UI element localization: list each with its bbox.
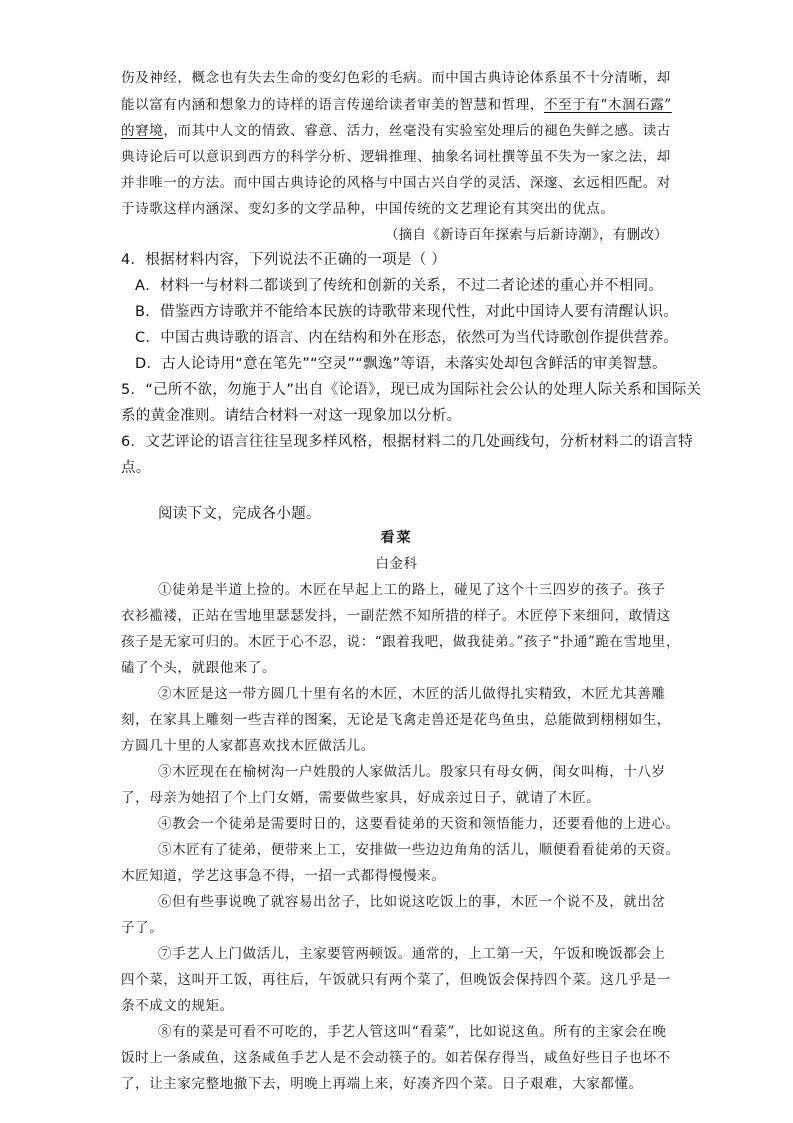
passage-line [121, 119, 671, 139]
story-line: 了，母亲为她招了个上门女婿，需要做些家具，好成亲过日子，就请了木匠。 [121, 790, 601, 806]
story-line: ③木匠现在在榆树沟一户姓殷的人家做活儿。殷家只有母女俩，闺女叫梅，十八岁 [158, 764, 666, 780]
passage-text: 能以富有内涵和想象力的诗样的语言传递给读者审美的智慧和哲理， [121, 97, 544, 113]
passage-line: 典诗论后可以意识到西方的科学分析、逻辑推理、抽象名词杜撰等虽不失为一家之法，却 [121, 149, 671, 165]
passage-line [121, 93, 672, 113]
story-line: 磕了个头，就跟他来了。 [121, 660, 277, 676]
story-line: ⑥但有些事说晚了就容易出岔子，比如说这吃饭上的事，木匠一个说不及，就出岔 [158, 894, 666, 910]
story-line: ⑧有的菜是可看不可吃的，手艺人管这叫“看菜”，比如说这鱼。所有的主家会在晚 [158, 1024, 667, 1040]
story-line: 了，让主家完整地撤下去，明晚上再端上来，好凑齐四个菜。日子艰难，大家都懂。 [121, 1076, 643, 1092]
story-line: 饭时上一条咸鱼，这条咸鱼手艺人是不会动筷子的。如若保存得当，咸鱼好些日子也坏不 [121, 1050, 671, 1066]
question-5-line: 5．“己所不欲，勿施于人”出自《论语》，现已成为国际社会公认的处理人际关系和国际关 [121, 382, 702, 398]
source-citation: （摘自《新诗百年探索与后新诗潮》，有删改） [384, 227, 668, 243]
question-5-line: 系的黄金准则。请结合材料一对这一现象加以分析。 [121, 408, 462, 424]
question-6-line: 6．文艺评论的语言往往呈现多样风格，根据材料二的几处画线句，分析材料二的语言特 [121, 434, 693, 450]
story-line: ⑦手艺人上门做活儿，主家要管两顿饭。通常的，上工第一天，午饭和晚饭都会上 [158, 946, 666, 962]
story-line: ④教会一个徒弟是需要时日的，这要看徒弟的天资和领悟能力，还要看他的上进心。 [158, 816, 680, 832]
passage-line: 并非唯一的方法。而中国古典诗论的风格与中国古兴自学的灵活、深邃、玄远相匹配。对 [121, 175, 671, 191]
story-author: 白金科 [375, 556, 418, 572]
question-4: 4．根据材料内容，下列说法不正确的一项是（ ） [121, 252, 447, 268]
story-line: 子了。 [121, 920, 164, 936]
story-line: 木匠知道，学艺这事急不得，一招一式都得慢慢来。 [121, 868, 446, 884]
story-line: 孩子是无家可归的。木匠于心不忍，说：“跟着我吧，做我徒弟。”孩子“扑通”跪在雪地里， [121, 634, 681, 650]
story-line: 条不成文的规矩。 [121, 998, 234, 1014]
story-line: 四个菜，这叫开工饭，再往后，午饭就只有两个菜了，但晚饭会保持四个菜。这几乎是一 [121, 972, 671, 988]
passage-line: 于诗歌这样内涵深、变幻多的文学品种，中国传统的文艺理论有其突出的优点。 [121, 201, 615, 217]
option-c: C．中国古典诗歌的语言、内在结构和外在形态，依然可为当代诗歌创作提供营养。 [135, 330, 679, 346]
reading-instruction: 阅读下文，完成各小题。 [158, 506, 321, 522]
passage-line: 伤及神经，概念也有失去生命的变幻色彩的毛病。而中国古典诗论体系虽不十分清晰，却 [121, 70, 671, 86]
option-a: A．材料一与材料二都谈到了传统和创新的关系，不过二者论述的重心并不相同。 [135, 278, 664, 294]
underlined-sentence: 的窘境 [121, 123, 164, 139]
story-line: ②木匠是这一带方圆几十里有名的木匠，木匠的活儿做得扎实精致，木匠尤其善雕 [158, 686, 666, 702]
question-6-line: 点。 [121, 460, 151, 476]
option-b: B．借鉴西方诗歌并不能给本民族的诗歌带来现代性，对此中国诗人要有清醒认识。 [135, 304, 679, 320]
story-line: 衣衫褴褛，正站在雪地里瑟瑟发抖，一副茫然不知所措的样子。木匠停下来细问，敢情这 [121, 608, 671, 624]
story-line: ①徒弟是半道上捡的。木匠在早起上工的路上，碰见了这个十三四岁的孩子。孩子 [158, 582, 666, 598]
story-line: 刻，在家具上雕刻一些吉祥的图案，无论是飞禽走兽还是花鸟鱼虫，总能做到栩栩如生， [121, 712, 671, 728]
passage-text: ，而其中人文的情致、睿意、活力，丝毫没有实验室处理后的褪色失鲜之感。读古 [163, 123, 671, 139]
story-line: 方圆几十里的人家都喜欢找木匠做活儿。 [121, 738, 375, 754]
option-d: D．古人论诗用“意在笔先”“空灵”“飘逸”等语，未落实处却包含鲜活的审美智慧。 [135, 356, 667, 372]
underlined-sentence: 不至于有“木涸石露” [544, 97, 672, 113]
story-line: ⑤木匠有了徒弟，便带来上工，安排做一些边边角角的活儿，顺便看看徒弟的天资。 [158, 842, 680, 858]
story-title: 看菜 [380, 530, 413, 546]
